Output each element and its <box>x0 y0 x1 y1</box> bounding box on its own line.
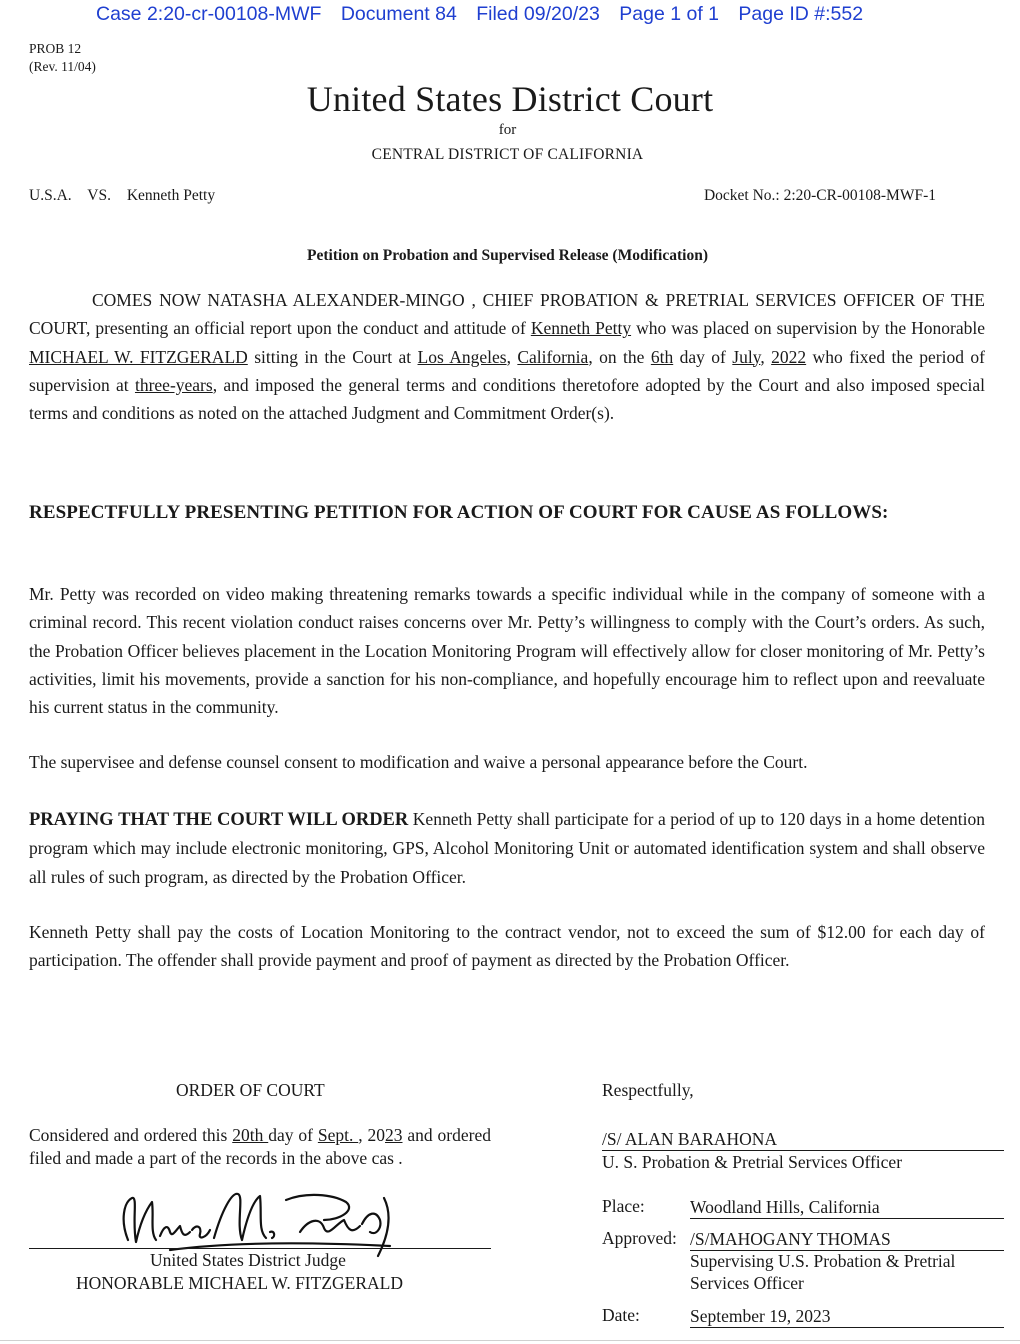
placement-day: 6th <box>650 346 674 367</box>
order-text-2: day of <box>268 1125 318 1145</box>
page-count: Page 1 of 1 <box>619 3 719 25</box>
filing-stamp-header <box>96 3 976 26</box>
court-for: for <box>498 122 517 138</box>
filed-date: Filed 09/20/23 <box>476 3 600 25</box>
paragraph-prayer <box>29 805 985 891</box>
order-text-4: and ordered filed and made a part of the records in the above cas . <box>29 1125 491 1168</box>
order-year: 23 <box>385 1125 403 1145</box>
judge-printed-name: HONORABLE MICHAEL W. FITZGERALD <box>76 1273 403 1293</box>
page-id: Page ID #:552 <box>738 3 864 25</box>
order-month: Sept. <box>317 1125 359 1145</box>
intro-text-4: , <box>506 346 518 367</box>
order-day: 20th <box>232 1125 269 1145</box>
supervising-officer-title: Supervising U.S. Probation & Pretrial Services Officer <box>690 1251 956 1293</box>
judge-title: United States District Judge <box>150 1250 346 1270</box>
caption-vs: VS. <box>87 187 111 204</box>
intro-text-5: , on the <box>588 346 651 367</box>
form-identifier <box>29 40 96 76</box>
prayer-heading: PRAYING THAT THE COURT WILL ORDER <box>29 810 409 830</box>
placement-year: 2022 <box>771 346 807 367</box>
paragraph-costs: Kenneth Petty shall pay the costs of Location Monitoring to the contract vendor, not to exceed the sum of $12.00 for each day of participation. The offender shall provide payment and proof of payment as directed by the Probation Officer. <box>29 922 985 971</box>
case-number: Case 2:20-cr-00108-MWF <box>96 3 322 25</box>
petition-title: Petition on Probation and Supervised Release (Modification) <box>307 247 708 264</box>
intro-text-8: who fixed the period of supervision at <box>29 346 985 395</box>
judge-name-inline: MICHAEL W. FITZGERALD <box>29 346 248 367</box>
docket-number: Docket No.: 2:20-CR-00108-MWF-1 <box>703 187 936 204</box>
paragraph-consent: The supervisee and defense counsel consent to modification and waive a personal appearance before the Court. <box>29 752 808 772</box>
court-state: California <box>517 346 589 367</box>
officer-signature: /S/ ALAN BARAHONA <box>602 1128 1004 1151</box>
intro-text-6: day of <box>673 346 733 367</box>
placement-month: July <box>732 346 761 367</box>
approved-value: /S/MAHOGANY THOMAS <box>690 1228 1004 1251</box>
document-number: Document 84 <box>340 3 457 25</box>
paragraph-intro <box>29 286 985 427</box>
form-revision: (Rev. 11/04) <box>29 59 96 74</box>
intro-text-7: , <box>760 346 772 367</box>
place-label: Place: <box>602 1196 645 1216</box>
case-caption <box>29 187 227 205</box>
page-bottom-edge <box>0 1340 1020 1341</box>
prayer-text: Kenneth Petty shall participate for a period of up to 120 days in a home detention program which may include electronic monitoring, GPS, Alcohol Monitoring Unit or automated identification system and shall observe all rules of such program, as directed by the Probation Officer. <box>29 809 985 887</box>
officer-title: U. S. Probation & Pretrial Services Officer <box>602 1152 903 1172</box>
cause-heading: RESPECTFULLY PRESENTING PETITION FOR ACTION OF COURT FOR CAUSE AS FOLLOWS: <box>29 502 889 523</box>
order-text-1: Considered and ordered this <box>29 1125 233 1145</box>
date-value: September 19, 2023 <box>690 1305 1004 1328</box>
intro-text-2: who was placed on supervision by the Honorable <box>631 318 985 339</box>
form-number: PROB 12 <box>29 41 82 56</box>
approved-label: Approved: <box>602 1228 677 1248</box>
place-value: Woodland Hills, California <box>690 1196 1004 1219</box>
court-city: Los Angeles <box>417 346 507 367</box>
order-text-3: , 20 <box>358 1125 385 1145</box>
caption-defendant: Kenneth Petty <box>126 187 216 204</box>
supervision-period: three-years <box>134 374 213 395</box>
order-text <box>29 1124 491 1170</box>
intro-text-9: , and imposed the general terms and conditions theretofore adopted by the Court and also imposed special terms and conditions as noted on the attached Judgment and Commitment Order(s). <box>29 374 985 424</box>
date-label: Date: <box>602 1305 640 1325</box>
respectfully-closing: Respectfully, <box>602 1080 694 1100</box>
court-title: United States District Court <box>306 79 714 119</box>
paragraph-cause: Mr. Petty was recorded on video making threatening remarks towards a specific individual while in the company of someone with a criminal record. This recent violation conduct raises concerns over Mr. Petty’s willingness to comply with the Court’s orders. As such, the Probation Officer believes placement in the Location Monitoring Program will effectively allow for closer monitoring of Mr. Petty’s activities, limit his movements, provide a sanction for his non-compliance, and hopefully encourage him to reflect upon and reevaluate his current status in the community. <box>29 584 985 718</box>
order-of-court-heading: ORDER OF COURT <box>176 1080 325 1100</box>
intro-text-3: sitting in the Court at <box>247 346 418 367</box>
court-district: CENTRAL DISTRICT OF CALIFORNIA <box>371 146 644 163</box>
supervisee-name: Kenneth Petty <box>530 318 632 339</box>
judge-signature-line <box>29 1248 491 1249</box>
caption-usa: U.S.A. <box>29 187 72 204</box>
intro-text-1: COMES NOW NATASHA ALEXANDER-MINGO , CHIEF PROBATION & PRETRIAL SERVICES OFFICER OF THE COURT, presenting an official report upon the conduct and attitude of <box>29 290 985 339</box>
